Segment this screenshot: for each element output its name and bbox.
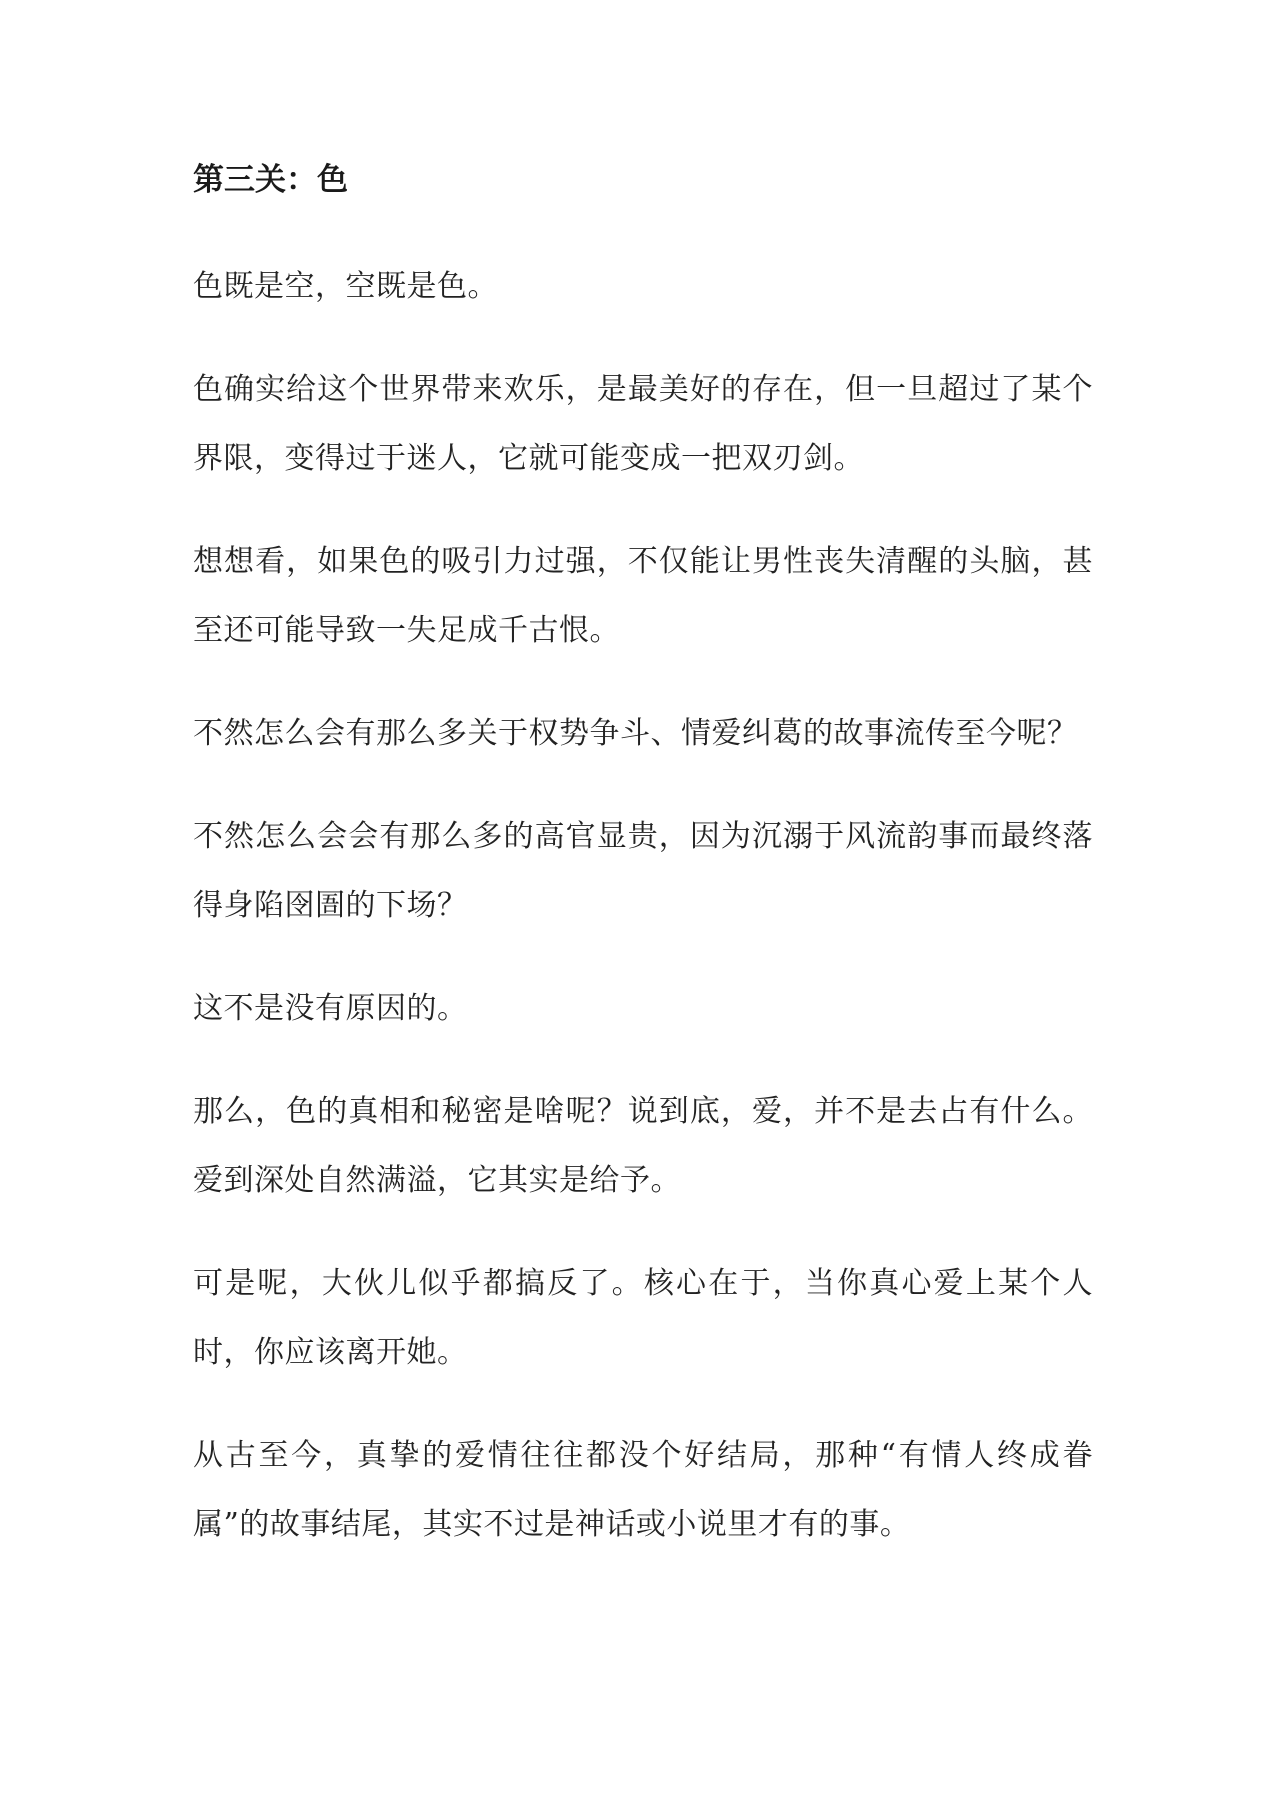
paragraph: 从古至今，真挚的爱情往往都没个好结局，那种“有情人终成眷属”的故事结尾，其实不过是神话或小说里才有的事。 [193,1438,1093,1542]
paragraph: 那么，色的真相和秘密是啥呢？说到底，爱，并不是去占有什么。爱到深处自然满溢，它其实是给予。 [193,1094,1093,1198]
paragraph: 色既是空，空既是色。 [193,269,498,304]
paragraph: 色确实给这个世界带来欢乐，是最美好的存在，但一旦超过了某个界限，变得过于迷人，它就可能变成一把双刃剑。 [193,372,1093,476]
document-body [193,160,1093,1559]
paragraph: 不然怎么会会有那么多的高官显贵，因为沉溺于风流韵事而最终落得身陷囹圄的下场？ [193,819,1093,923]
paragraph: 不然怎么会有那么多关于权势争斗、情爱纠葛的故事流传至今呢？ [193,716,1078,751]
paragraph: 这不是没有原因的。 [193,991,468,1026]
paragraph: 想想看，如果色的吸引力过强，不仅能让男性丧失清醒的头脑，甚至还可能导致一失足成千古恨。 [193,544,1093,648]
page-title: 第三关：色 [193,162,348,198]
paragraph: 可是呢，大伙儿似乎都搞反了。核心在于，当你真心爱上某个人时，你应该离开她。 [193,1266,1093,1370]
